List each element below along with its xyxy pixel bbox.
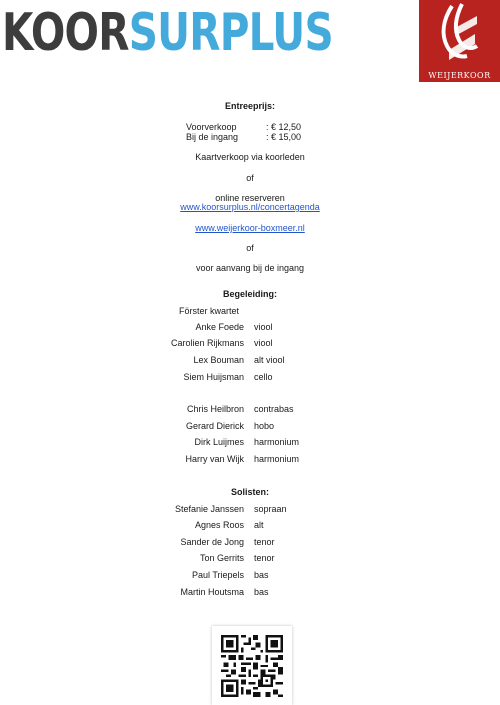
performer-role: alt viool	[254, 355, 285, 365]
performer-role: viool	[254, 338, 273, 348]
logo-text-surplus: SURPLUS	[128, 3, 333, 63]
performer-row	[0, 338, 500, 350]
soloist-row	[0, 587, 500, 599]
performer-name: Anke Foede	[195, 322, 244, 332]
soloist-role: tenor	[254, 553, 275, 563]
weijerkoor-emblem-icon	[419, 0, 500, 70]
soloist-name: Paul Triepels	[191, 570, 244, 580]
koorsurplus-link[interactable]: www.koorsurplus.nl/concertagenda	[180, 202, 320, 212]
of-text: of	[246, 243, 254, 253]
soloist-role: alt	[254, 520, 264, 530]
soloist-role: tenor	[254, 537, 275, 547]
performer-name: Chris Heilbron	[186, 404, 244, 414]
begeleiding-heading: Begeleiding:	[222, 289, 277, 299]
weijerkoor-link[interactable]: www.weijerkoor-boxmeer.nl	[195, 223, 305, 233]
entreeprijs-heading: Entreeprijs:	[224, 101, 275, 111]
performer-row	[0, 372, 500, 384]
soloist-row	[0, 570, 500, 582]
performer-name: Harry van Wijk	[185, 454, 244, 464]
koorsurplus-logo	[2, 4, 333, 62]
performer-name: Lex Bouman	[193, 355, 244, 365]
soloist-role: bas	[254, 587, 269, 597]
soloist-name: Agnes Roos	[194, 520, 244, 530]
soloist-row	[0, 504, 500, 516]
weijerkoor-logo	[419, 0, 500, 82]
weijerkoor-logo-text: WEIJERKOOR	[428, 71, 491, 80]
performer-name: Carolien Rijkmans	[170, 338, 244, 348]
soloist-row	[0, 553, 500, 565]
performer-row	[0, 404, 500, 416]
qr-code-icon	[221, 635, 283, 697]
performer-role: harmonium	[254, 454, 300, 464]
performer-role: hobo	[254, 421, 275, 431]
soloist-name: Martin Houtsma	[180, 587, 244, 597]
soloist-row	[0, 520, 500, 532]
price-value: : € 12,50	[266, 122, 302, 132]
performer-row	[0, 437, 500, 449]
performer-role: viool	[254, 322, 273, 332]
soloist-role: bas	[254, 570, 269, 580]
qr-code[interactable]	[212, 626, 292, 705]
price-value: : € 15,00	[266, 132, 302, 142]
logo-text-koor: KOOR	[2, 3, 129, 63]
of-text: of	[246, 173, 254, 183]
performer-name: Siem Huijsman	[183, 372, 244, 382]
performer-row	[0, 454, 500, 466]
performer-role: contrabas	[254, 404, 294, 414]
performer-name: Gerard Dierick	[185, 421, 244, 431]
solisten-heading: Solisten:	[230, 487, 269, 497]
price-label: Voorverkoop	[186, 122, 237, 132]
performer-role: cello	[254, 372, 273, 382]
soloist-name: Stefanie Janssen	[174, 504, 244, 514]
performer-name: Dirk Luijmes	[194, 437, 244, 447]
ensemble-name: Förster kwartet	[179, 306, 240, 316]
performer-row	[0, 322, 500, 334]
soloist-name: Ton Gerrits	[199, 553, 244, 563]
kaartverkoop-text: Kaartverkoop via koorleden	[195, 152, 305, 162]
performer-row	[0, 421, 500, 433]
performer-role: harmonium	[254, 437, 300, 447]
aanvang-text: voor aanvang bij de ingang	[195, 263, 305, 273]
soloist-row	[0, 537, 500, 549]
price-label: Bij de ingang	[186, 132, 239, 142]
performer-row	[0, 355, 500, 367]
online-reserveren-text: online reserveren	[215, 193, 285, 203]
soloist-role: sopraan	[254, 504, 287, 514]
soloist-name: Sander de Jong	[180, 537, 244, 547]
